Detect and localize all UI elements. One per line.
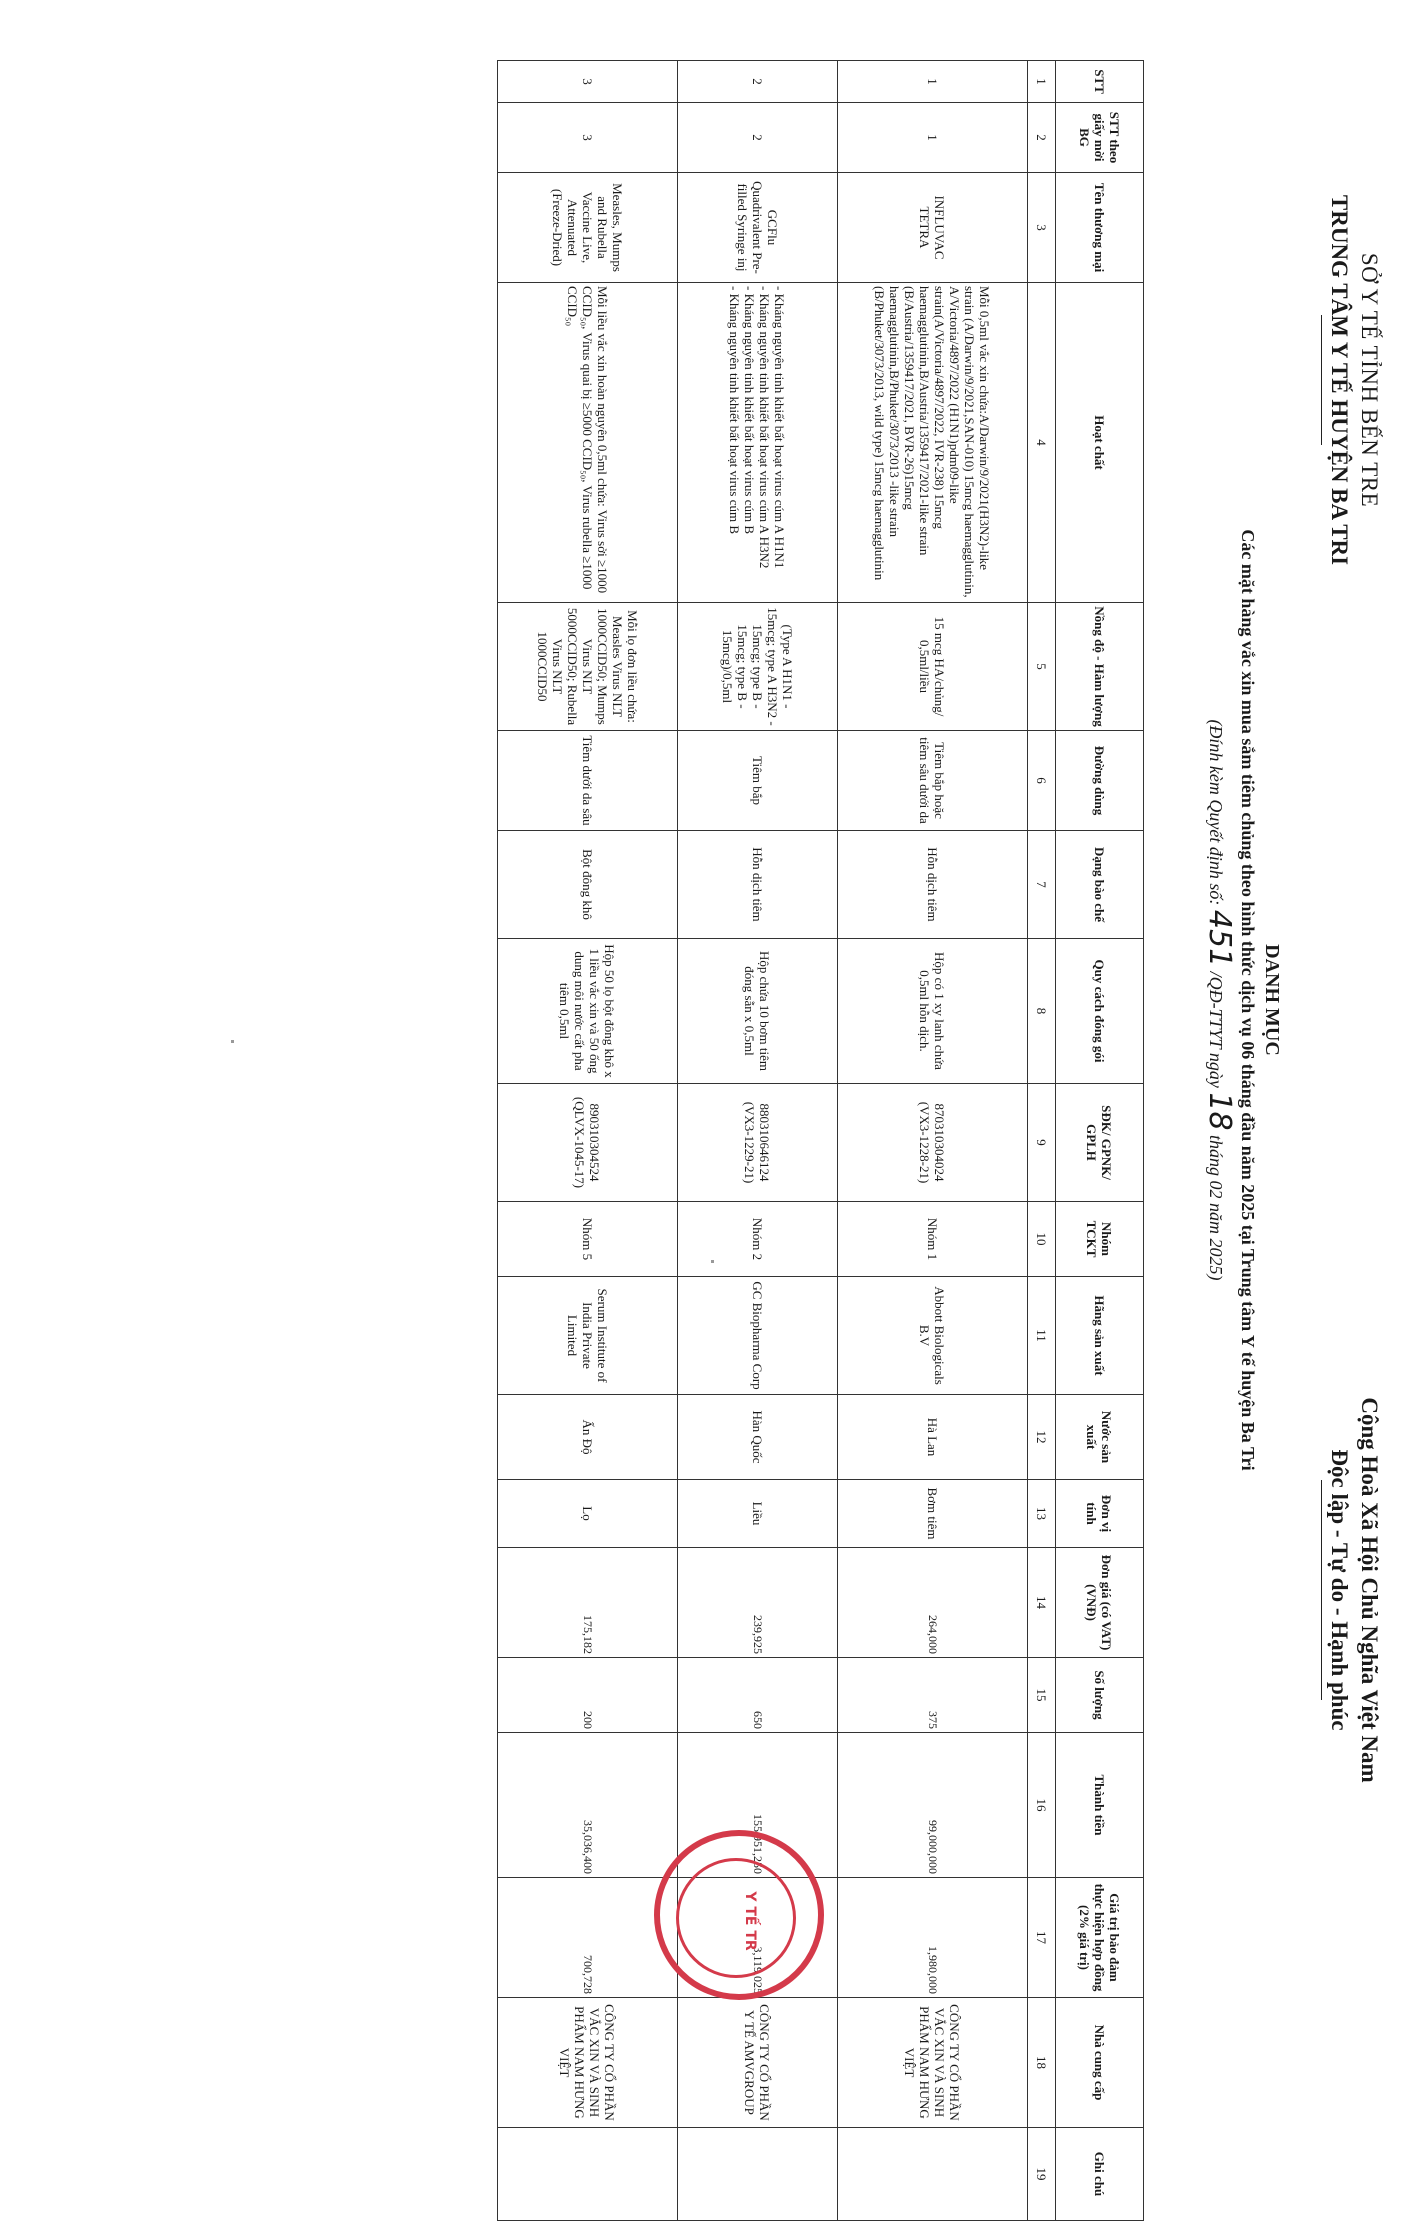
guarantee-cell: 3,119,025 — [678, 1878, 838, 1998]
price-cell: 264,000 — [838, 1548, 1028, 1658]
header-cell: Giá trị bảo đảm thực hiện hợp đồng (2% giá trị) — [1056, 1878, 1144, 1998]
header-cell: Dạng bào chế — [1056, 831, 1144, 939]
column-number: 11 — [1028, 1277, 1056, 1395]
form-cell: Hỗn dịch tiêm — [838, 831, 1028, 939]
packing-cell: Hộp chứa 10 bơm tiêm đóng sẵn x 0,5ml — [678, 939, 838, 1084]
supplier-cell: CÔNG TY CỔ PHẦN VẮC XIN VÀ SINH PHẨM NAM HƯNG VIỆT — [838, 1998, 1028, 2128]
registration-cell: 870310304024 (VX3-1228-21) — [838, 1084, 1028, 1202]
decision-day: 18 — [1202, 1092, 1237, 1131]
document-subtitle: Các mặt hàng vắc xin mua sắm tiêm chủng theo hình thức dịch vụ 06 tháng đầu năm 2025 tại Trung tâm Y tế huyện Ba Tri — [1238, 529, 1258, 1471]
stt-bg-cell: 2 — [678, 103, 838, 173]
attachment-note — [1202, 300, 1237, 1700]
decision-number: 451 — [1202, 909, 1237, 968]
attach-mid: /QĐ-TTYT ngày — [1206, 971, 1226, 1088]
table-row — [838, 61, 1028, 2221]
packing-cell: Hộp 50 lọ bột đông khô x 1 liều vắc xin và 50 ống dung môi nước cất pha tiêm 0,5ml — [498, 939, 678, 1084]
header-cell: Đường dùng — [1056, 731, 1144, 831]
national-motto — [1321, 1280, 1384, 1900]
organization-header — [1321, 120, 1384, 640]
supplier-cell: CÔNG TY CỔ PHẦN VẮC XIN VÀ SINH PHẨM NAM HƯNG VIỆT — [498, 1998, 678, 2128]
seal-inner-ring — [676, 1858, 796, 1978]
active-ingredient-line: - Kháng nguyên tinh khiết bất hoạt virus cúm A H1N1 — [772, 286, 788, 569]
header-underline — [1321, 315, 1322, 445]
country-name: Cộng Hoà Xã Hội Chủ Nghĩa Việt Nam — [1357, 1397, 1382, 1783]
motto-underline — [1321, 1480, 1322, 1700]
column-number: 8 — [1028, 939, 1056, 1084]
route-cell: Tiêm dưới da sâu — [498, 731, 678, 831]
official-seal — [654, 1830, 824, 2000]
column-number: 17 — [1028, 1878, 1056, 1998]
column-number: 9 — [1028, 1084, 1056, 1202]
active-ingredient-line: - Kháng nguyên tinh khiết bất hoạt virus cúm B — [742, 286, 758, 535]
unit-cell: Lọ — [498, 1480, 678, 1548]
header-cell: Nồng độ - Hàm lượng — [1056, 603, 1144, 731]
packing-cell: Hộp có 1 xy lanh chứa 0,5ml hỗn dịch. — [838, 939, 1028, 1084]
unit-cell: Bơm tiêm — [838, 1480, 1028, 1548]
header-cell: Nước sản xuất — [1056, 1395, 1144, 1480]
table-header-row — [1056, 61, 1144, 2221]
column-number: 10 — [1028, 1202, 1056, 1277]
attach-suffix: tháng 02 năm 2025) — [1206, 1135, 1226, 1281]
group-cell: Nhóm 2 — [678, 1202, 838, 1277]
header-cell: Số lượng — [1056, 1658, 1144, 1733]
column-number: 1 — [1028, 61, 1056, 103]
scan-speck — [231, 1040, 234, 1043]
concentration-cell: 15 mcg HA/chủng/ 0,5ml/liều — [838, 603, 1028, 731]
active-ingredient-line: Mỗi liều vắc xin hoàn nguyên 0,5ml chứa: Virus sởi ≥1000 CCID₅₀, Virus quai bị ≥5000 CCID₅₀, Virus rubella ≥1000 CCID₅₀ — [565, 286, 610, 594]
header-cell: Nhà cung cấp — [1056, 1998, 1144, 2128]
scan-speck — [711, 1260, 714, 1263]
active-ingredient-line: Mỗi 0,5ml vắc xin chứa:A/Darwin/9/2021(H3N2)-like strain (A/Darwin/9/2021,SAN-010) 15mcg haemagglutinin, A/Victoria/4897/2022 (H1N1)pdm09-like strain(A/Victoria/4897/2022, IVR-238) 15mcg haemagglutinin,B/Austria/1359417/2021-like strain (B/Austria/1359417/2021, BVR-26)15mcg haemagglutinin,B/Phuket/3073/2013 -like strain (B/Phuket/3073/2013, wild type) 15mcg haemagglutinin — [872, 286, 993, 598]
column-number: 6 — [1028, 731, 1056, 831]
header-cell: Đơn giá (có VAT) (VNĐ) — [1056, 1548, 1144, 1658]
stt-bg-cell: 1 — [838, 103, 1028, 173]
amount-cell: 99,000,000 — [838, 1733, 1028, 1878]
note-cell — [838, 2128, 1028, 2221]
column-number: 15 — [1028, 1658, 1056, 1733]
registration-cell: 890310304524 (QLVX-1045-17) — [498, 1084, 678, 1202]
price-cell: 239,925 — [678, 1548, 838, 1658]
header-cell: Thành tiền — [1056, 1733, 1144, 1878]
header-cell: STT — [1056, 61, 1144, 103]
column-number: 5 — [1028, 603, 1056, 731]
stt-cell: 1 — [838, 61, 1028, 103]
note-cell — [678, 2128, 838, 2221]
header-cell: Nhóm TCKT — [1056, 1202, 1144, 1277]
header-cell: Hoạt chất — [1056, 283, 1144, 603]
quantity-cell: 650 — [678, 1658, 838, 1733]
guarantee-cell: 1,980,000 — [838, 1878, 1028, 1998]
active-ingredient-cell — [498, 283, 678, 603]
trade-name-cell: Measles, Mumps and Rubella Vaccine Live, Attenuated (Freeze-Dried) — [498, 173, 678, 283]
column-number: 13 — [1028, 1480, 1056, 1548]
column-number: 19 — [1028, 2128, 1056, 2221]
column-number: 2 — [1028, 103, 1056, 173]
guarantee-cell: 700,728 — [498, 1878, 678, 1998]
column-number: 14 — [1028, 1548, 1056, 1658]
price-cell: 175,182 — [498, 1548, 678, 1658]
route-cell: Tiêm bắp — [678, 731, 838, 831]
attach-prefix: (Đính kèm Quyết định số: — [1206, 719, 1226, 906]
manufacturer-cell: GC Biopharma Corp — [678, 1277, 838, 1395]
active-ingredient-cell — [838, 283, 1028, 603]
header-cell: Ghi chú — [1056, 2128, 1144, 2221]
column-number-row — [1028, 61, 1056, 2221]
amount-cell: 35,036,400 — [498, 1733, 678, 1878]
active-ingredient-cell — [678, 283, 838, 603]
country-cell: Ấn Độ — [498, 1395, 678, 1480]
header-cell: Quy cách đóng gói — [1056, 939, 1144, 1084]
column-number: 16 — [1028, 1733, 1056, 1878]
registration-cell: 880310646124 (VX3-1229-21) — [678, 1084, 838, 1202]
active-ingredient-line: - Kháng nguyên tinh khiết bất hoạt virus cúm B — [727, 286, 743, 535]
manufacturer-cell: Abbott Biologicals B.V — [838, 1277, 1028, 1395]
group-cell: Nhóm 1 — [838, 1202, 1028, 1277]
header-cell: Đơn vị tính — [1056, 1480, 1144, 1548]
header-cell: SĐK/ GPNK/ GPLH — [1056, 1084, 1144, 1202]
manufacturer-cell: Serum Institute of India Private Limited — [498, 1277, 678, 1395]
concentration-cell: (Type A H1N1 - 15mcg; type A H3N2 - 15mcg; type B - 15mcg; type B - 15mcg)/0,5ml — [678, 603, 838, 731]
country-cell: Hàn Quốc — [678, 1395, 838, 1480]
table-row — [498, 61, 678, 2221]
column-number: 4 — [1028, 283, 1056, 603]
column-number: 18 — [1028, 1998, 1056, 2128]
quantity-cell: 375 — [838, 1658, 1028, 1733]
active-ingredient-line: - Kháng nguyên tinh khiết bất hoạt virus cúm A H3N2 — [757, 286, 773, 569]
route-cell: Tiêm bắp hoặc tiêm sâu dưới da — [838, 731, 1028, 831]
title-block — [1203, 300, 1284, 1700]
form-cell: Hỗn dịch tiêm — [678, 831, 838, 939]
stt-bg-cell: 3 — [498, 103, 678, 173]
country-cell: Hà Lan — [838, 1395, 1028, 1480]
form-cell: Bột đông khô — [498, 831, 678, 939]
group-cell: Nhóm 5 — [498, 1202, 678, 1277]
header-cell: Hãng sản xuất — [1056, 1277, 1144, 1395]
seal-text: Y TẾ TR — [742, 1891, 758, 1951]
document-title: DANH MỤC — [1261, 944, 1283, 1056]
amount-cell: 155,951,250 — [678, 1733, 838, 1878]
stt-cell: 2 — [678, 61, 838, 103]
column-number: 3 — [1028, 173, 1056, 283]
column-number: 12 — [1028, 1395, 1056, 1480]
trade-name-cell: GCFlu Quadrivalent Pre-filled Syringe inj — [678, 173, 838, 283]
unit-cell: Liều — [678, 1480, 838, 1548]
concentration-cell: Mỗi lọ đơn liều chứa: Measles Virus NLT 1000CCID50; Mumps Virus NLT 5000CCID50; Rubella Virus NLT 1000CCID50 — [498, 603, 678, 731]
stt-cell: 3 — [498, 61, 678, 103]
center-name: TRUNG TÂM Y TẾ HUYỆN BA TRI — [1327, 194, 1352, 566]
supplier-cell: CÔNG TY CỔ PHẦN Y TẾ AMVGROUP — [678, 1998, 838, 2128]
column-number: 7 — [1028, 831, 1056, 939]
header-cell: Tên thương mại — [1056, 173, 1144, 283]
header-cell: STT theo giấy mời BG — [1056, 103, 1144, 173]
motto: Độc lập - Tự do - Hạnh phúc — [1327, 1449, 1352, 1731]
quantity-cell: 200 — [498, 1658, 678, 1733]
note-cell — [498, 2128, 678, 2221]
trade-name-cell: INFLUVAC TETRA — [838, 173, 1028, 283]
department-name: SỞ Y TẾ TỈNH BẾN TRE — [1357, 252, 1382, 508]
